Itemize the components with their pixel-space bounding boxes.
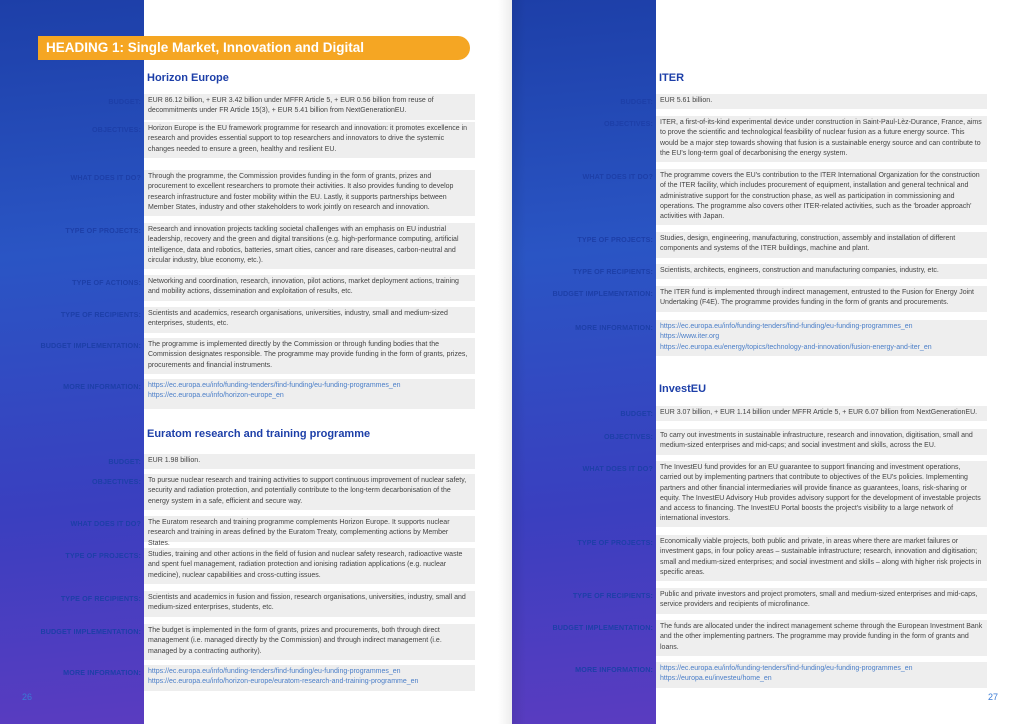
row-value: Economically viable projects, both public and private, in areas where there are market failures or investment gaps, in four policy areas – sustainable infrastructure; research, innovation and digitisation; small and medium-sized enterprises; and social investment and skills – along with higher risk projects in specific areas. [656, 535, 987, 581]
right-page [512, 0, 1024, 724]
page-number: 26 [22, 692, 33, 702]
row-value: EUR 5.61 billion. [656, 94, 987, 109]
row-label: WHAT DOES IT DO? [582, 172, 653, 181]
row-label: OBJECTIVES: [91, 477, 141, 486]
row-value: The budget is implemented in the form of grants, prizes and procurements, both through direct management (i.e. managed directly by the Commission) and through indirect management (i.e. managed by a contracting authority). [144, 624, 475, 660]
programme-title-investeu: InvestEU [659, 383, 707, 395]
info-link[interactable]: https://ec.europa.eu/info/funding-tenders/find-funding/eu-funding-programmes_en [148, 382, 401, 389]
row-label: BUDGET IMPLEMENTATION: [40, 341, 141, 350]
row-value: ITER, a first-of-its-kind experimental device under construction in Saint-Paul-Lèz-Durance, France, aims to prove the scientific and technological feasibility of nuclear fusion as a future energy source. This would be a major step towards showing that fusion is a sustainable energy source and can contribute to the EU's long-term goal of decarbonising the energy system. [656, 116, 987, 162]
row-value [144, 665, 475, 691]
row-label: BUDGET IMPLEMENTATION: [40, 627, 141, 636]
info-link[interactable]: https://ec.europa.eu/info/horizon-europe_en [148, 392, 284, 400]
info-link[interactable]: https://europa.eu/investeu/home_en [660, 675, 772, 683]
programme-title-horizon-europe: Horizon Europe [147, 72, 229, 84]
info-link[interactable]: https://ec.europa.eu/info/horizon-europe/euratom-research-and-training-programme_en [148, 678, 419, 686]
row-value: Networking and coordination, research, innovation, pilot actions, market deployment actions, training and mobility actions, dissemination and exploitation of results, etc. [144, 275, 475, 301]
programme-title-euratom: Euratom research and training programme [147, 428, 371, 440]
row-value: Scientists and academics, research organisations, universities, industry, small and medium-sized enterprises, students, etc. [144, 307, 475, 333]
row-label: WHAT DOES IT DO? [582, 464, 653, 473]
row-label: TYPE OF RECIPIENTS: [572, 267, 653, 276]
row-label: TYPE OF RECIPIENTS: [572, 591, 653, 600]
row-value: EUR 86.12 billion, + EUR 3.42 billion under MFFR Article 5, + EUR 0.56 billion from reuse of decommitments under FR Article 15(3), + EUR 5.41 billion from NextGenerationEU. [144, 94, 475, 120]
row-value [144, 379, 475, 409]
row-label: BUDGET: [620, 97, 653, 106]
row-label: TYPE OF PROJECTS: [577, 235, 653, 244]
row-value: To pursue nuclear research and training activities to support continuous improvement of nuclear safety, security and radiation protection, and potentially contribute to the long-term decarbonisation of the energy system in a safe, efficient and secure way. [144, 474, 475, 510]
row-label: TYPE OF PROJECTS: [65, 551, 141, 560]
row-value: Scientists, architects, engineers, construction and manufacturing companies, industry, etc. [656, 264, 987, 279]
row-label: MORE INFORMATION: [575, 323, 653, 332]
row-value: Through the programme, the Commission provides funding in the form of grants, prizes and procurement to excellent researchers to promote their activities. It also provides funding to develop research infrastructure and foster mobility within the EU. Lastly, it supports partnerships between Member States, industry and other stakeholders to work jointly on research and innovation. [144, 170, 475, 216]
row-label: OBJECTIVES: [603, 432, 653, 441]
row-label: TYPE OF ACTIONS: [72, 278, 141, 287]
gutter-shadow [512, 0, 526, 724]
row-label: BUDGET: [108, 457, 141, 466]
gutter-shadow [498, 0, 512, 724]
info-link[interactable]: https://ec.europa.eu/info/funding-tenders/find-funding/eu-funding-programmes_en [148, 668, 401, 675]
row-value: The ITER fund is implemented through indirect management, entrusted to the Fusion for Energy Joint Undertaking (F4E). The programme provides funding in the form of grants and procurements. [656, 286, 987, 312]
row-value: Scientists and academics in fusion and fission, research organisations, universities, industry, small and medium-sized enterprises, students, etc. [144, 591, 475, 617]
row-value: The programme is implemented directly by the Commission or through funding bodies that the Commission designates responsible. The programme may provide funding in the form of grants, prizes, procurements and financial instruments. [144, 338, 475, 374]
page-number: 27 [988, 692, 999, 702]
programme-title-iter: ITER [659, 72, 685, 84]
row-label: TYPE OF RECIPIENTS: [60, 310, 141, 319]
row-label: BUDGET IMPLEMENTATION: [552, 289, 653, 298]
row-label: WHAT DOES IT DO? [70, 173, 141, 182]
left-gradient-panel [0, 0, 144, 724]
row-label: OBJECTIVES: [91, 125, 141, 134]
row-value: Horizon Europe is the EU framework programme for research and innovation: it promotes excellence in research and provides essential support to top researchers and innovators to drive the systemic changes needed to ensure a green, healthy and resilient EU. [144, 122, 475, 158]
row-value: EUR 3.07 billion, + EUR 1.14 billion under MFFR Article 5, + EUR 6.07 billion from NextGenerationEU. [656, 406, 987, 421]
row-label: MORE INFORMATION: [63, 382, 141, 391]
row-value: The Euratom research and training programme complements Horizon Europe. It supports nuclear research and training in areas defined by the Euratom Treaty, complementing actions by Member States. [144, 516, 475, 542]
row-label: TYPE OF PROJECTS: [577, 538, 653, 547]
info-link[interactable]: https://www.iter.org [660, 333, 720, 341]
row-value: Research and innovation projects tackling societal challenges with an emphasis on EU industrial leadership, recovery and the green and digital transitions (e.g. high-performance computing, artificial intelligence, data and robotics, batteries, smart cities, cancer and rare diseases, carbon-neutral and circular industry, blue economy, etc.). [144, 223, 475, 269]
row-value: To carry out investments in sustainable infrastructure, research and innovation, digitisation, small and medium-sized enterprises and mid-caps; and social investment and skills, across the EU. [656, 429, 987, 455]
row-value: Studies, design, engineering, manufacturing, construction, assembly and installation of different components and systems of the ITER buildings, machine and plant. [656, 232, 987, 258]
row-value: Public and private investors and project promoters, small and medium-sized enterprises and mid-caps, service providers and recipients of microfinance. [656, 588, 987, 614]
row-label: WHAT DOES IT DO? [70, 519, 141, 528]
row-value: The programme covers the EU's contribution to the ITER International Organization for the construction of the ITER facility, which includes procurement of equipment, installation and general technical and administrative support for the construction phase, as well as participation in commissioning and operations. The programme also covers other ITER-related activities, such as the 'broader approach' activities with Japan. [656, 169, 987, 225]
row-label: BUDGET: [108, 97, 141, 106]
info-link[interactable]: https://ec.europa.eu/energy/topics/technology-and-innovation/fusion-energy-and-iter_en [660, 343, 932, 351]
row-label: MORE INFORMATION: [63, 668, 141, 677]
row-value: Studies, training and other actions in the field of fusion and nuclear safety research, radioactive waste and spent fuel management, radiation protection and ionising radiation applications (e.g. nuclear medicine), nuclear capabilities and cross-cutting issues. [144, 548, 475, 584]
section-heading: HEADING 1: Single Market, Innovation and Digital [38, 36, 470, 60]
row-value: The funds are allocated under the indirect management scheme through the European Investment Bank and the other implementing partners. The programme may provide funding in the form of grants and loans. [656, 620, 987, 656]
info-link[interactable]: https://ec.europa.eu/info/funding-tenders/find-funding/eu-funding-programmes_en [660, 665, 913, 672]
row-label: MORE INFORMATION: [575, 665, 653, 674]
info-link[interactable]: https://ec.europa.eu/info/funding-tenders/find-funding/eu-funding-programmes_en [660, 323, 913, 330]
row-value [656, 320, 987, 356]
row-value [656, 662, 987, 688]
row-label: TYPE OF PROJECTS: [65, 226, 141, 235]
right-gradient-panel [512, 0, 656, 724]
row-label: TYPE OF RECIPIENTS: [60, 594, 141, 603]
row-label: BUDGET IMPLEMENTATION: [552, 623, 653, 632]
row-value: EUR 1.98 billion. [144, 454, 475, 469]
row-label: OBJECTIVES: [603, 119, 653, 128]
row-value: The InvestEU fund provides for an EU guarantee to support financing and investment operations, carried out by implementing partners that contribute to objectives of the EU's policies. Implementing partners and other financial intermediaries will provide finance as guarantees, loans, risk-sharing or equity. The InvestEU Advisory Hub provides advisory support for the development of investable projects and access to financing. The InvestEU Portal boosts the project's visibility to a large network of international investors. [656, 461, 987, 527]
row-label: BUDGET: [620, 409, 653, 418]
